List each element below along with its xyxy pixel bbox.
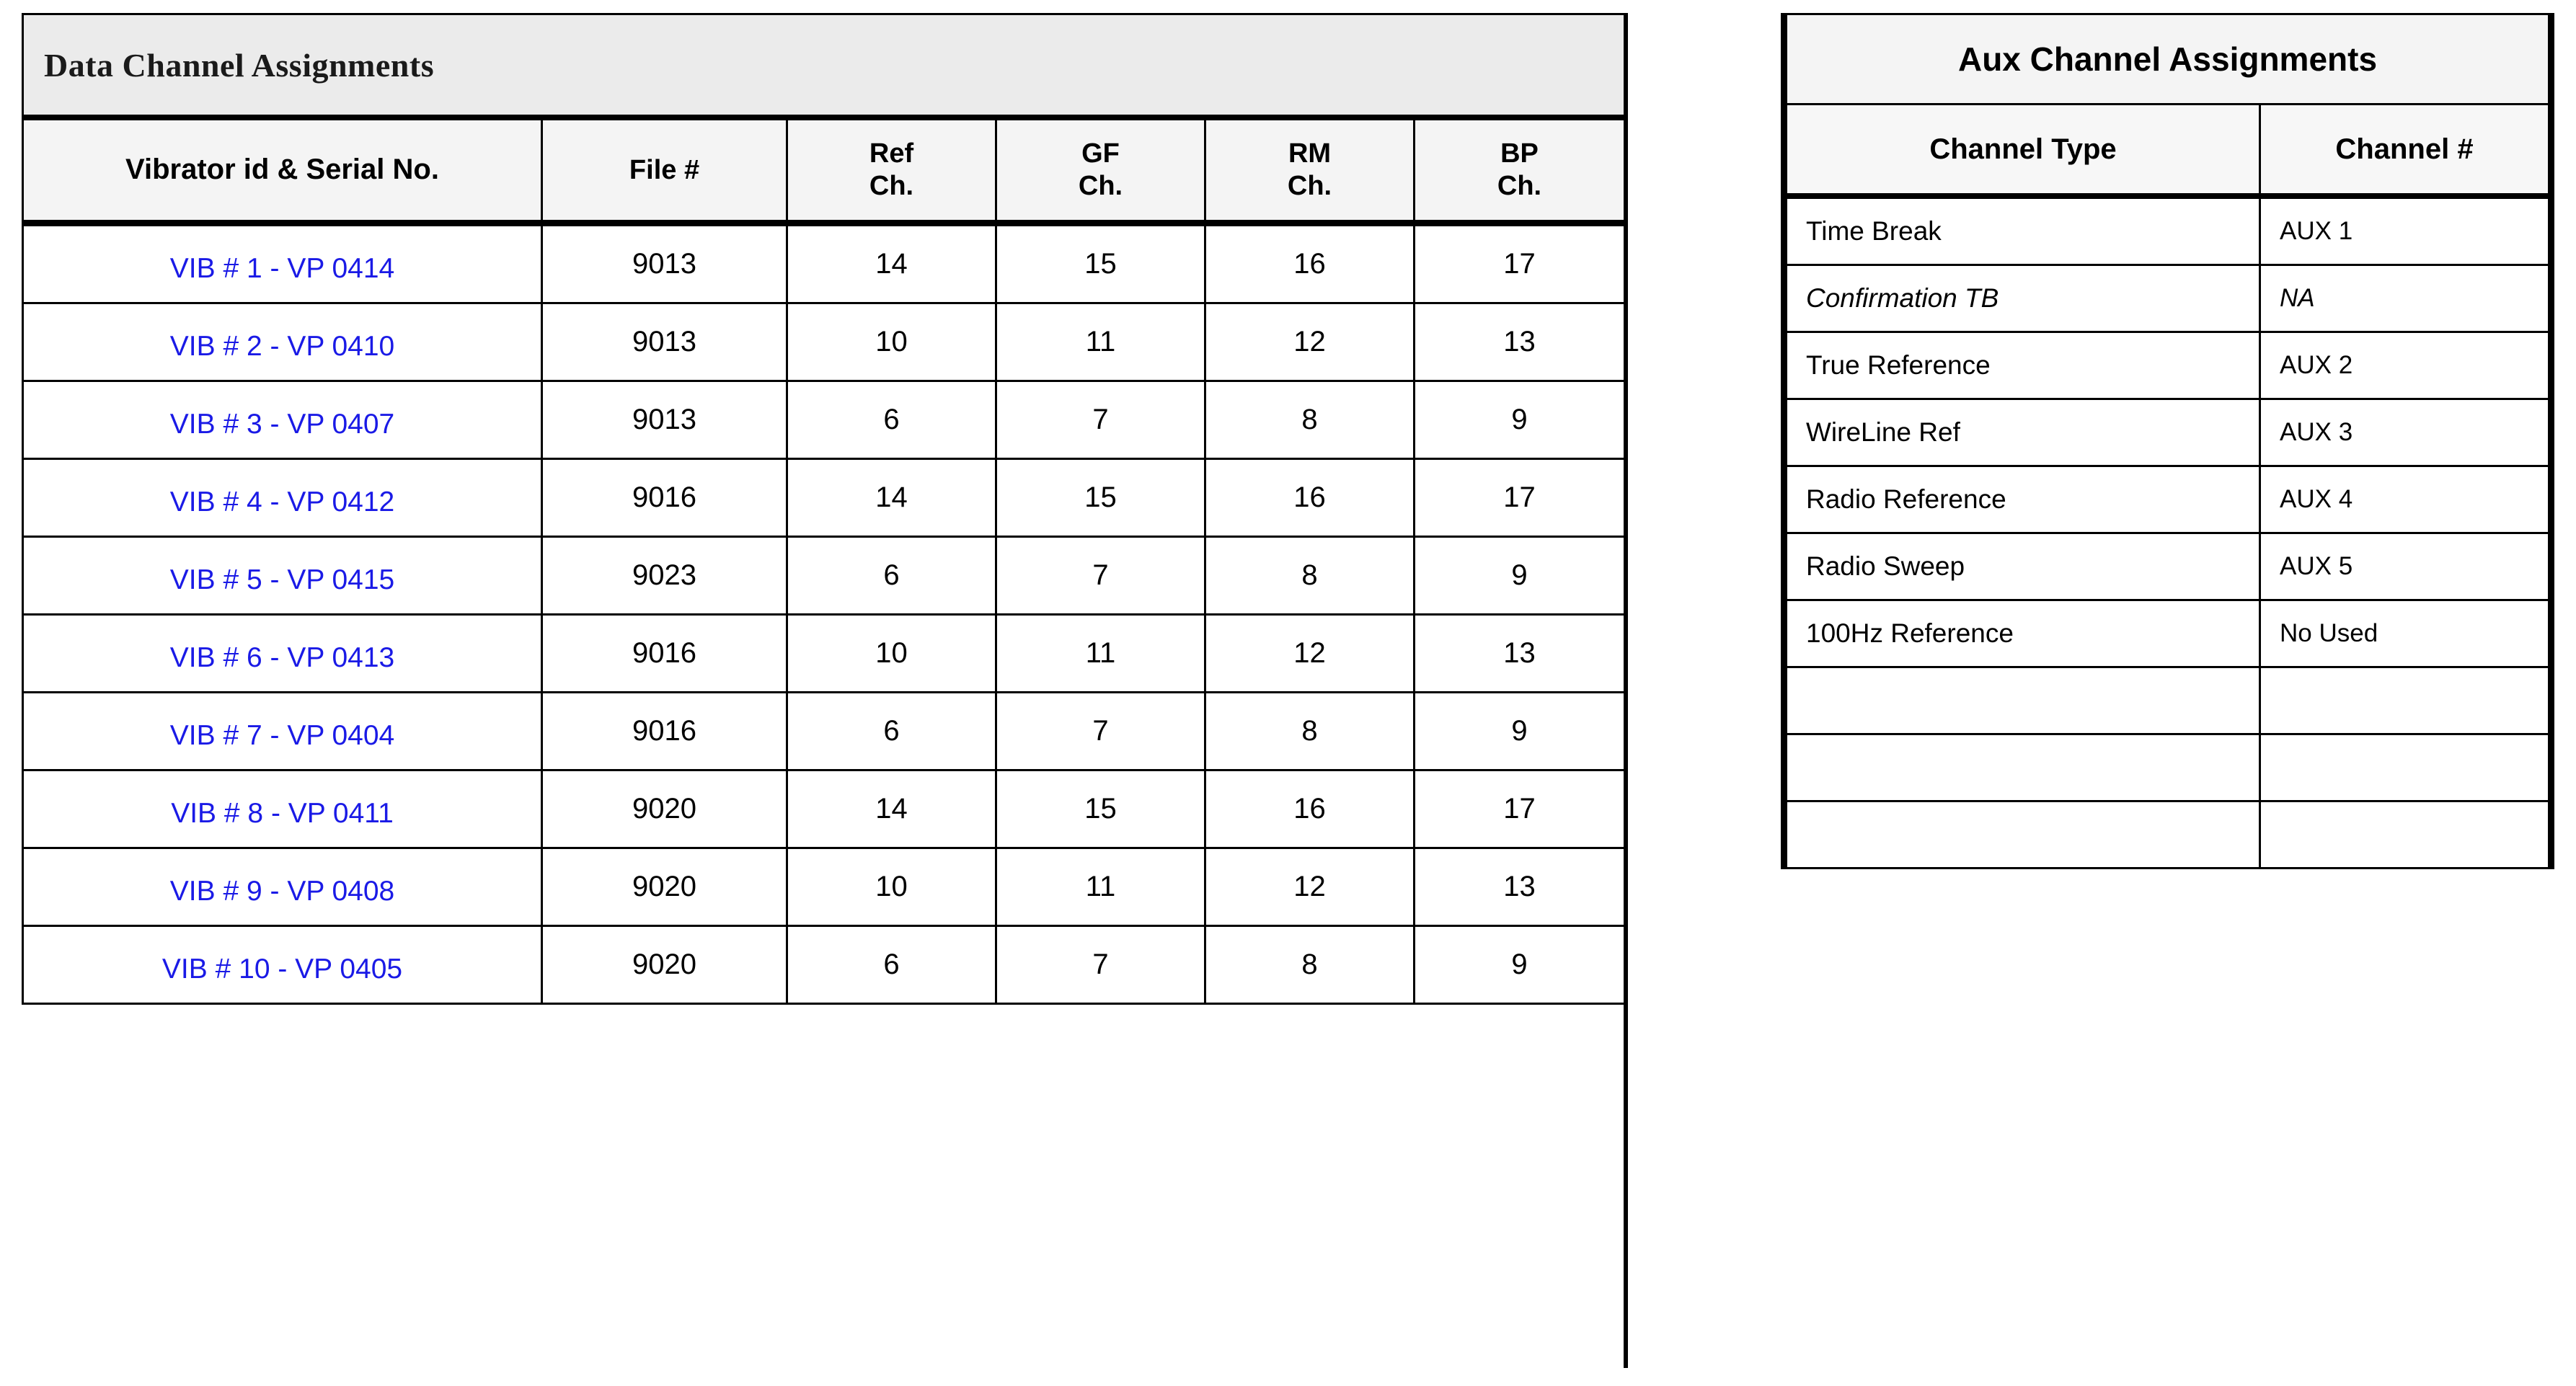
aux-table-title: Aux Channel Assignments xyxy=(1784,14,2551,105)
vibrator-id-cell: VIB # 1 - VP 0414 xyxy=(23,223,542,303)
table-row xyxy=(23,459,1625,537)
bp-ch-cell: 17 xyxy=(1415,770,1625,848)
channel-number-cell xyxy=(2260,667,2551,734)
table-row xyxy=(23,537,1625,615)
column-header-gf-ch-line1: GF xyxy=(1081,138,1120,169)
gf-ch-cell: 15 xyxy=(996,223,1205,303)
ref-ch-cell: 10 xyxy=(787,615,996,693)
table-row xyxy=(1784,332,2551,399)
table-row xyxy=(1784,801,2551,869)
table-row xyxy=(23,381,1625,459)
data-table-title-row xyxy=(23,14,1625,118)
ref-ch-cell: 6 xyxy=(787,926,996,1004)
gf-ch-cell: 11 xyxy=(996,615,1205,693)
channel-number-cell: AUX 3 xyxy=(2260,399,2551,466)
rm-ch-cell: 8 xyxy=(1205,926,1415,1004)
bp-ch-cell: 13 xyxy=(1415,615,1625,693)
table-row xyxy=(23,693,1625,770)
file-number-cell: 9020 xyxy=(542,848,787,926)
bp-ch-cell: 17 xyxy=(1415,459,1625,537)
table-row xyxy=(23,770,1625,848)
channel-number-cell: AUX 5 xyxy=(2260,533,2551,600)
column-header-bp-ch-line2: Ch. xyxy=(1497,171,1542,201)
rm-ch-cell: 8 xyxy=(1205,537,1415,615)
table-row xyxy=(1784,734,2551,801)
bp-ch-cell: 13 xyxy=(1415,848,1625,926)
channel-type-cell: Radio Reference xyxy=(1784,466,2260,533)
data-table-outer-edge xyxy=(1624,13,1628,1368)
data-channel-assignments-table xyxy=(22,13,1624,1005)
rm-ch-cell: 16 xyxy=(1205,459,1415,537)
table-row xyxy=(1784,196,2551,265)
vibrator-id-cell: VIB # 7 - VP 0404 xyxy=(23,693,542,770)
channel-number-cell xyxy=(2260,801,2551,869)
data-table-title: Data Channel Assignments xyxy=(23,14,1625,118)
bp-ch-cell: 9 xyxy=(1415,537,1625,615)
rm-ch-cell: 12 xyxy=(1205,615,1415,693)
ref-ch-cell: 10 xyxy=(787,848,996,926)
column-header-bp-ch-line1: BP xyxy=(1500,138,1539,169)
bp-ch-cell: 17 xyxy=(1415,223,1625,303)
channel-type-cell: Confirmation TB xyxy=(1784,265,2260,332)
vibrator-id-cell: VIB # 8 - VP 0411 xyxy=(23,770,542,848)
table-row xyxy=(23,848,1625,926)
table-row xyxy=(1784,265,2551,332)
channel-number-cell: AUX 2 xyxy=(2260,332,2551,399)
table-row xyxy=(23,303,1625,381)
ref-ch-cell: 14 xyxy=(787,770,996,848)
table-row xyxy=(1784,667,2551,734)
gf-ch-cell: 7 xyxy=(996,693,1205,770)
column-header-channel-number: Channel # xyxy=(2260,105,2551,197)
channel-number-cell: AUX 4 xyxy=(2260,466,2551,533)
bp-ch-cell: 9 xyxy=(1415,381,1625,459)
file-number-cell: 9023 xyxy=(542,537,787,615)
ref-ch-cell: 14 xyxy=(787,459,996,537)
channel-type-cell xyxy=(1784,667,2260,734)
channel-type-cell: Radio Sweep xyxy=(1784,533,2260,600)
table-row xyxy=(23,223,1625,303)
rm-ch-cell: 16 xyxy=(1205,770,1415,848)
channel-type-cell: True Reference xyxy=(1784,332,2260,399)
channel-type-cell: WireLine Ref xyxy=(1784,399,2260,466)
column-header-ref-ch xyxy=(787,117,996,223)
aux-table-title-row xyxy=(1784,14,2551,105)
column-header-gf-ch xyxy=(996,117,1205,223)
channel-number-cell xyxy=(2260,734,2551,801)
ref-ch-cell: 10 xyxy=(787,303,996,381)
file-number-cell: 9013 xyxy=(542,303,787,381)
table-row xyxy=(1784,600,2551,667)
table-row xyxy=(1784,533,2551,600)
table-row xyxy=(23,926,1625,1004)
bp-ch-cell: 9 xyxy=(1415,926,1625,1004)
ref-ch-cell: 14 xyxy=(787,223,996,303)
vibrator-id-cell: VIB # 5 - VP 0415 xyxy=(23,537,542,615)
column-header-channel-type: Channel Type xyxy=(1784,105,2260,197)
channel-type-cell xyxy=(1784,801,2260,869)
vibrator-id-cell: VIB # 2 - VP 0410 xyxy=(23,303,542,381)
channel-type-cell xyxy=(1784,734,2260,801)
gf-ch-cell: 15 xyxy=(996,770,1205,848)
table-row xyxy=(23,615,1625,693)
file-number-cell: 9016 xyxy=(542,615,787,693)
rm-ch-cell: 12 xyxy=(1205,848,1415,926)
bp-ch-cell: 13 xyxy=(1415,303,1625,381)
file-number-cell: 9020 xyxy=(542,770,787,848)
rm-ch-cell: 12 xyxy=(1205,303,1415,381)
column-header-rm-ch-line1: RM xyxy=(1288,138,1332,169)
channel-type-cell: Time Break xyxy=(1784,196,2260,265)
aux-table xyxy=(1781,13,2554,869)
column-header-vibrator-id: Vibrator id & Serial No. xyxy=(23,117,542,223)
table-row xyxy=(1784,399,2551,466)
file-number-cell: 9020 xyxy=(542,926,787,1004)
vibrator-id-cell: VIB # 6 - VP 0413 xyxy=(23,615,542,693)
aux-table-header-row xyxy=(1784,105,2551,197)
channel-number-cell: AUX 1 xyxy=(2260,196,2551,265)
data-table xyxy=(22,13,1626,1005)
column-header-bp-ch xyxy=(1415,117,1625,223)
rm-ch-cell: 16 xyxy=(1205,223,1415,303)
table-row xyxy=(1784,466,2551,533)
vibrator-id-cell: VIB # 9 - VP 0408 xyxy=(23,848,542,926)
column-header-file-number: File # xyxy=(542,117,787,223)
column-header-ref-ch-line2: Ch. xyxy=(869,171,914,201)
aux-channel-assignments-table xyxy=(1781,13,2548,869)
bp-ch-cell: 9 xyxy=(1415,693,1625,770)
ref-ch-cell: 6 xyxy=(787,537,996,615)
column-header-ref-ch-line1: Ref xyxy=(869,138,914,169)
vibrator-id-cell: VIB # 3 - VP 0407 xyxy=(23,381,542,459)
gf-ch-cell: 7 xyxy=(996,381,1205,459)
vibrator-id-cell: VIB # 4 - VP 0412 xyxy=(23,459,542,537)
column-header-gf-ch-line2: Ch. xyxy=(1078,171,1123,201)
column-header-rm-ch xyxy=(1205,117,1415,223)
gf-ch-cell: 7 xyxy=(996,537,1205,615)
vibrator-id-cell: VIB # 10 - VP 0405 xyxy=(23,926,542,1004)
ref-ch-cell: 6 xyxy=(787,381,996,459)
gf-ch-cell: 11 xyxy=(996,848,1205,926)
gf-ch-cell: 15 xyxy=(996,459,1205,537)
channel-number-cell: NA xyxy=(2260,265,2551,332)
column-header-rm-ch-line2: Ch. xyxy=(1287,171,1332,201)
gf-ch-cell: 7 xyxy=(996,926,1205,1004)
channel-number-cell: No Used xyxy=(2260,600,2551,667)
file-number-cell: 9016 xyxy=(542,693,787,770)
channel-type-cell: 100Hz Reference xyxy=(1784,600,2260,667)
file-number-cell: 9016 xyxy=(542,459,787,537)
rm-ch-cell: 8 xyxy=(1205,381,1415,459)
file-number-cell: 9013 xyxy=(542,381,787,459)
gf-ch-cell: 11 xyxy=(996,303,1205,381)
file-number-cell: 9013 xyxy=(542,223,787,303)
data-table-header-row xyxy=(23,117,1625,223)
rm-ch-cell: 8 xyxy=(1205,693,1415,770)
ref-ch-cell: 6 xyxy=(787,693,996,770)
